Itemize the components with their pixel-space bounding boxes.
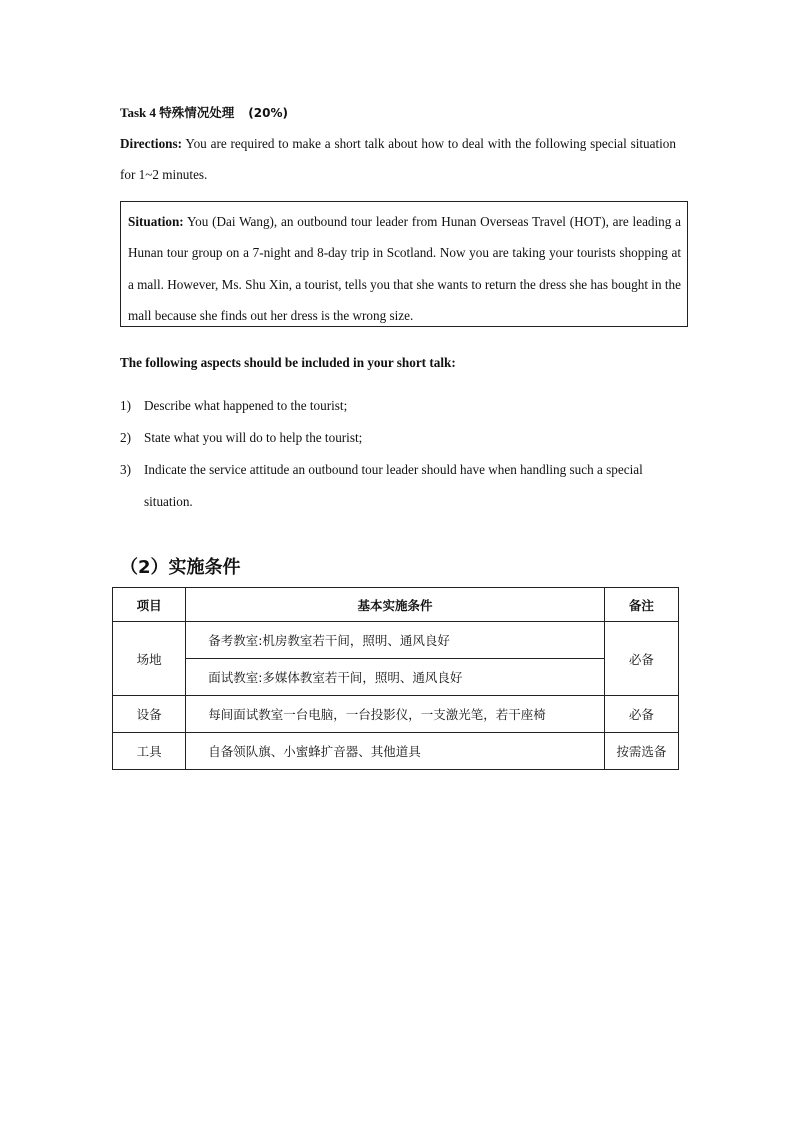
- cell-tools: 工具: [113, 733, 186, 770]
- directions-paragraph: [120, 128, 676, 190]
- directions-label: Directions:: [120, 136, 183, 151]
- aspect-number: 2): [120, 430, 131, 445]
- table-row: [113, 696, 679, 733]
- cell-venue-condition-1: 备考教室:机房教室若干间，照明、通风良好: [186, 622, 605, 659]
- table-header-row: [113, 588, 679, 622]
- cell-equipment: 设备: [113, 696, 186, 733]
- aspect-text: Describe what happened to the tourist;: [144, 398, 348, 413]
- task-title-cn: 特殊情况处理: [159, 105, 235, 120]
- aspect-text: Indicate the service attitude an outbound tour leader should have when handling such a special: [144, 462, 643, 477]
- aspect-item-1: [120, 398, 347, 414]
- conditions-table: [112, 587, 679, 770]
- cell-venue: 场地: [113, 622, 186, 696]
- task-weight: (20%): [248, 106, 288, 120]
- situation-label: Situation:: [128, 214, 184, 229]
- aspect-number: 1): [120, 398, 131, 413]
- aspects-heading: The following aspects should be included in your short talk:: [120, 355, 456, 370]
- aspect-text: State what you will do to help the tourist;: [144, 430, 363, 445]
- table-row: [113, 733, 679, 770]
- task-prefix: Task 4: [120, 105, 160, 120]
- header-note: 备注: [604, 588, 678, 622]
- aspect-item-3: [120, 462, 643, 478]
- cell-tools-condition: 自备领队旗、小蜜蜂扩音器、其他道具: [186, 733, 605, 770]
- cell-venue-condition-2: 面试教室:多媒体教室若干间，照明、通风良好: [186, 659, 605, 696]
- situation-paragraph: [128, 206, 681, 331]
- table-row: [113, 622, 679, 659]
- situation-text: You (Dai Wang), an outbound tour leader from Hunan Overseas Travel (HOT), are leading a Hunan tour group on a 7-night and 8-day trip in Scotland. Now you are taking your tourists shopping at a mall. However, Ms. Shu Xin, a tourist, tells you that she wants to return the dress she has bought in the mall because she finds out her dress is the wrong size.: [128, 214, 681, 323]
- cell-equipment-condition: 每间面试教室一台电脑，一台投影仪，一支激光笔，若干座椅: [186, 696, 605, 733]
- cell-tools-note: 按需选备: [604, 733, 678, 770]
- header-conditions: 基本实施条件: [186, 588, 605, 622]
- aspect-number: 3): [120, 462, 131, 477]
- cell-venue-note: 必备: [604, 622, 678, 696]
- cell-equipment-note: 必备: [604, 696, 678, 733]
- header-item: 项目: [113, 588, 186, 622]
- section-title: （2）实施条件: [120, 557, 241, 578]
- aspect-item-2: [120, 430, 362, 446]
- aspect-item-3-continuation: situation.: [144, 494, 193, 509]
- table-row: [113, 659, 679, 696]
- situation-box: [120, 201, 688, 327]
- task-title: [120, 103, 288, 121]
- directions-text: You are required to make a short talk about how to deal with the following special situation for 1~2 minutes.: [120, 136, 676, 182]
